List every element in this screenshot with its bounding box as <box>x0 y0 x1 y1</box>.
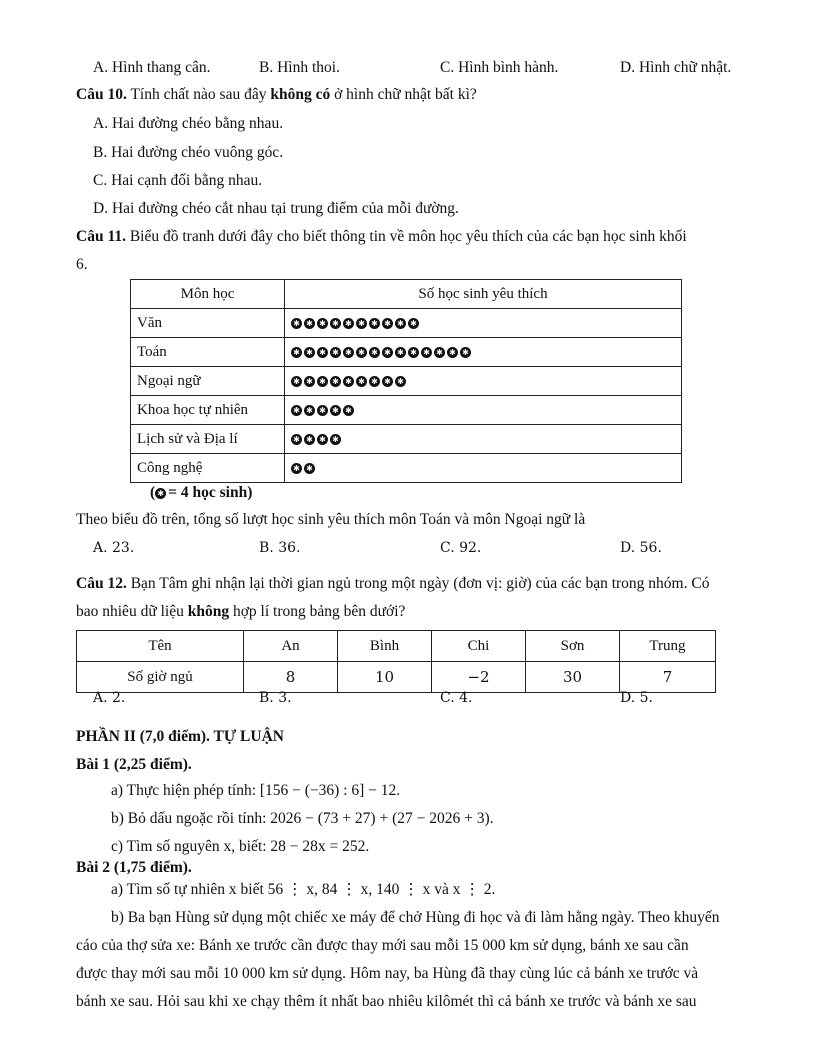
star-icon: ✱ <box>395 318 406 329</box>
subject-cell: Khoa học tự nhiên <box>131 396 285 425</box>
star-icon: ✱ <box>369 376 380 387</box>
q12-stem-line2 <box>76 603 405 621</box>
pictogram-row <box>131 367 682 396</box>
q12-stem-line1 <box>76 575 709 593</box>
pictogram-legend <box>150 484 252 502</box>
subject-cell: Công nghệ <box>131 454 285 483</box>
pictogram-header-count: Số học sinh yêu thích <box>285 280 682 309</box>
legend-text: = 4 học sinh) <box>168 484 253 501</box>
icons-cell <box>285 454 682 483</box>
star-icon: ✱ <box>434 347 445 358</box>
q11-text: Biểu đồ tranh dưới đây cho biết thông tin về môn học yêu thích của các bạn học sinh khối <box>129 228 687 245</box>
star-icon: ✱ <box>447 347 458 358</box>
icons-cell <box>285 425 682 454</box>
q11-option-a: A. 23. <box>93 540 135 556</box>
q10-label: Câu 10. <box>76 86 127 103</box>
sleep-header-cell: Bình <box>338 631 432 662</box>
q12-bold: không <box>187 603 230 620</box>
bai1-c: c) Tìm số nguyên x, biết: 28 − 28x = 252. <box>111 838 370 855</box>
star-icon: ✱ <box>330 434 341 445</box>
q12-text: Bạn Tâm ghi nhận lại thời gian ngủ trong một ngày (đơn vị: giờ) của các bạn trong nhóm. Có <box>130 575 710 592</box>
star-icon: ✱ <box>343 376 354 387</box>
q12-option-b: B. 3. <box>259 690 292 706</box>
pictogram-row <box>131 425 682 454</box>
sleep-row-label: Số giờ ngủ <box>77 662 244 693</box>
q11-stem-line1 <box>76 228 687 246</box>
star-icon: ✱ <box>408 347 419 358</box>
icons-cell <box>285 338 682 367</box>
bai2-heading: Bài 2 (1,75 điểm). <box>76 859 192 876</box>
sleep-header-cell: Sơn <box>526 631 620 662</box>
q9-option-a: A. Hình thang cân. <box>93 59 211 76</box>
sleep-table <box>76 630 716 693</box>
sleep-header-cell: An <box>244 631 338 662</box>
star-icon: ✱ <box>317 434 328 445</box>
star-icon: ✱ <box>304 318 315 329</box>
subject-cell: Văn <box>131 309 285 338</box>
sleep-header-name: Tên <box>77 631 244 662</box>
star-icon: ✱ <box>304 347 315 358</box>
q9-option-c: C. Hình bình hành. <box>440 59 559 76</box>
star-icon: ✱ <box>304 405 315 416</box>
q11-question: Theo biểu đồ trên, tổng số lượt học sinh yêu thích môn Toán và môn Ngoại ngữ là <box>76 511 586 528</box>
bai2-b-line1: b) Ba bạn Hùng sử dụng một chiếc xe máy để chở Hùng đi học và đi làm hằng ngày. Theo khuyến <box>111 909 720 926</box>
sleep-header-cell: Chi <box>432 631 526 662</box>
bai1-b: b) Bỏ dấu ngoặc rồi tính: 2026 − (73 + 27) + (27 − 2026 + 3). <box>111 810 494 827</box>
star-icon: ✱ <box>317 376 328 387</box>
pictogram-header-subject: Môn học <box>131 280 285 309</box>
bai1-heading: Bài 1 (2,25 điểm). <box>76 756 192 773</box>
q10-text-2: ở hình chữ nhật bất kì? <box>330 86 477 103</box>
legend-open: ( <box>150 484 156 501</box>
subject-cell: Toán <box>131 338 285 367</box>
star-icon: ✱ <box>291 434 302 445</box>
star-icon: ✱ <box>330 318 341 329</box>
q12-option-d: D. 5. <box>620 690 653 706</box>
star-icon: ✱ <box>317 318 328 329</box>
pictogram-row <box>131 396 682 425</box>
q9-option-b: B. Hình thoi. <box>259 59 340 76</box>
q12-text-2b: hợp lí trong bảng bên dưới? <box>229 603 406 620</box>
q12-option-c: C. 4. <box>440 690 473 706</box>
star-icon: ✱ <box>356 347 367 358</box>
star-icon: ✱ <box>317 347 328 358</box>
q10-option-b: B. Hai đường chéo vuông góc. <box>93 144 284 161</box>
star-icon: ✱ <box>356 318 367 329</box>
subject-cell: Lịch sử và Địa lí <box>131 425 285 454</box>
icons-cell <box>285 367 682 396</box>
pictogram-row <box>131 454 682 483</box>
q11-label: Câu 11. <box>76 228 126 245</box>
star-icon: ✱ <box>343 405 354 416</box>
star-icon: ✱ <box>304 463 315 474</box>
q10-stem <box>76 86 477 104</box>
pictogram-table <box>130 279 682 483</box>
q11-option-c: C. 92. <box>440 540 482 556</box>
icons-cell <box>285 396 682 425</box>
star-icon: ✱ <box>421 347 432 358</box>
bai2-b-line3: được thay mới sau mỗi 10 000 km sử dụng. Hôm nay, ba Hùng đã thay cùng lúc cả bánh xe trước và <box>76 965 699 982</box>
sleep-value-cell: −2 <box>432 662 526 693</box>
q11-option-d: D. 56. <box>620 540 662 556</box>
star-icon: ✱ <box>330 405 341 416</box>
q11-stem-line2: 6. <box>76 256 88 273</box>
star-icon: ✱ <box>291 463 302 474</box>
pictogram-row <box>131 338 682 367</box>
icons-cell <box>285 309 682 338</box>
star-icon: ✱ <box>395 376 406 387</box>
star-icon: ✱ <box>382 376 393 387</box>
q10-text-1: Tính chất nào sau đây <box>130 86 271 103</box>
q10-option-d: D. Hai đường chéo cắt nhau tại trung điểm của mỗi đường. <box>93 200 459 217</box>
star-icon: ✱ <box>460 347 471 358</box>
star-icon: ✱ <box>343 347 354 358</box>
q12-label: Câu 12. <box>76 575 127 592</box>
star-icon: ✱ <box>291 376 302 387</box>
bai2-b-line4: bánh xe sau. Hỏi sau khi xe chạy thêm ít nhất bao nhiêu kilômét thì cả bánh xe trước và bánh xe sau <box>76 993 697 1010</box>
q12-option-a: A. 2. <box>93 690 126 706</box>
star-icon: ✱ <box>330 376 341 387</box>
sleep-value-cell: 10 <box>338 662 432 693</box>
bai2-a: a) Tìm số tự nhiên x biết 56 ⋮ x, 84 ⋮ x, 140 ⋮ x và x ⋮ 2. <box>111 881 496 898</box>
sleep-value-cell: 7 <box>620 662 716 693</box>
sleep-header-cell: Trung <box>620 631 716 662</box>
part2-title: PHẦN II (7,0 điểm). TỰ LUẬN <box>76 728 284 745</box>
star-icon: ✱ <box>369 318 380 329</box>
pictogram-row <box>131 309 682 338</box>
q10-option-c: C. Hai cạnh đối bằng nhau. <box>93 172 263 189</box>
q11-option-b: B. 36. <box>259 540 301 556</box>
star-icon: ✱ <box>291 318 302 329</box>
sleep-value-cell: 8 <box>244 662 338 693</box>
star-icon: ✱ <box>369 347 380 358</box>
star-icon: ✱ <box>291 347 302 358</box>
star-icon: ✱ <box>395 347 406 358</box>
star-icon: ✱ <box>330 347 341 358</box>
bai2-b-line2: cáo của thợ sửa xe: Bánh xe trước cần được thay mới sau mỗi 15 000 km sử dụng, bánh xe sau cần <box>76 937 689 954</box>
star-icon: ✱ <box>155 488 166 499</box>
star-icon: ✱ <box>343 318 354 329</box>
subject-cell: Ngoại ngữ <box>131 367 285 396</box>
star-icon: ✱ <box>356 376 367 387</box>
q10-option-a: A. Hai đường chéo bằng nhau. <box>93 115 284 132</box>
q12-text-2a: bao nhiêu dữ liệu <box>76 603 188 620</box>
sleep-value-cell: 30 <box>526 662 620 693</box>
star-icon: ✱ <box>304 376 315 387</box>
star-icon: ✱ <box>304 434 315 445</box>
q9-option-d: D. Hình chữ nhật. <box>620 59 732 76</box>
q10-bold: không có <box>270 86 331 103</box>
bai1-a: a) Thực hiện phép tính: [156 − (−36) : 6] − 12. <box>111 782 401 799</box>
star-icon: ✱ <box>317 405 328 416</box>
star-icon: ✱ <box>408 318 419 329</box>
star-icon: ✱ <box>382 318 393 329</box>
star-icon: ✱ <box>291 405 302 416</box>
star-icon: ✱ <box>382 347 393 358</box>
